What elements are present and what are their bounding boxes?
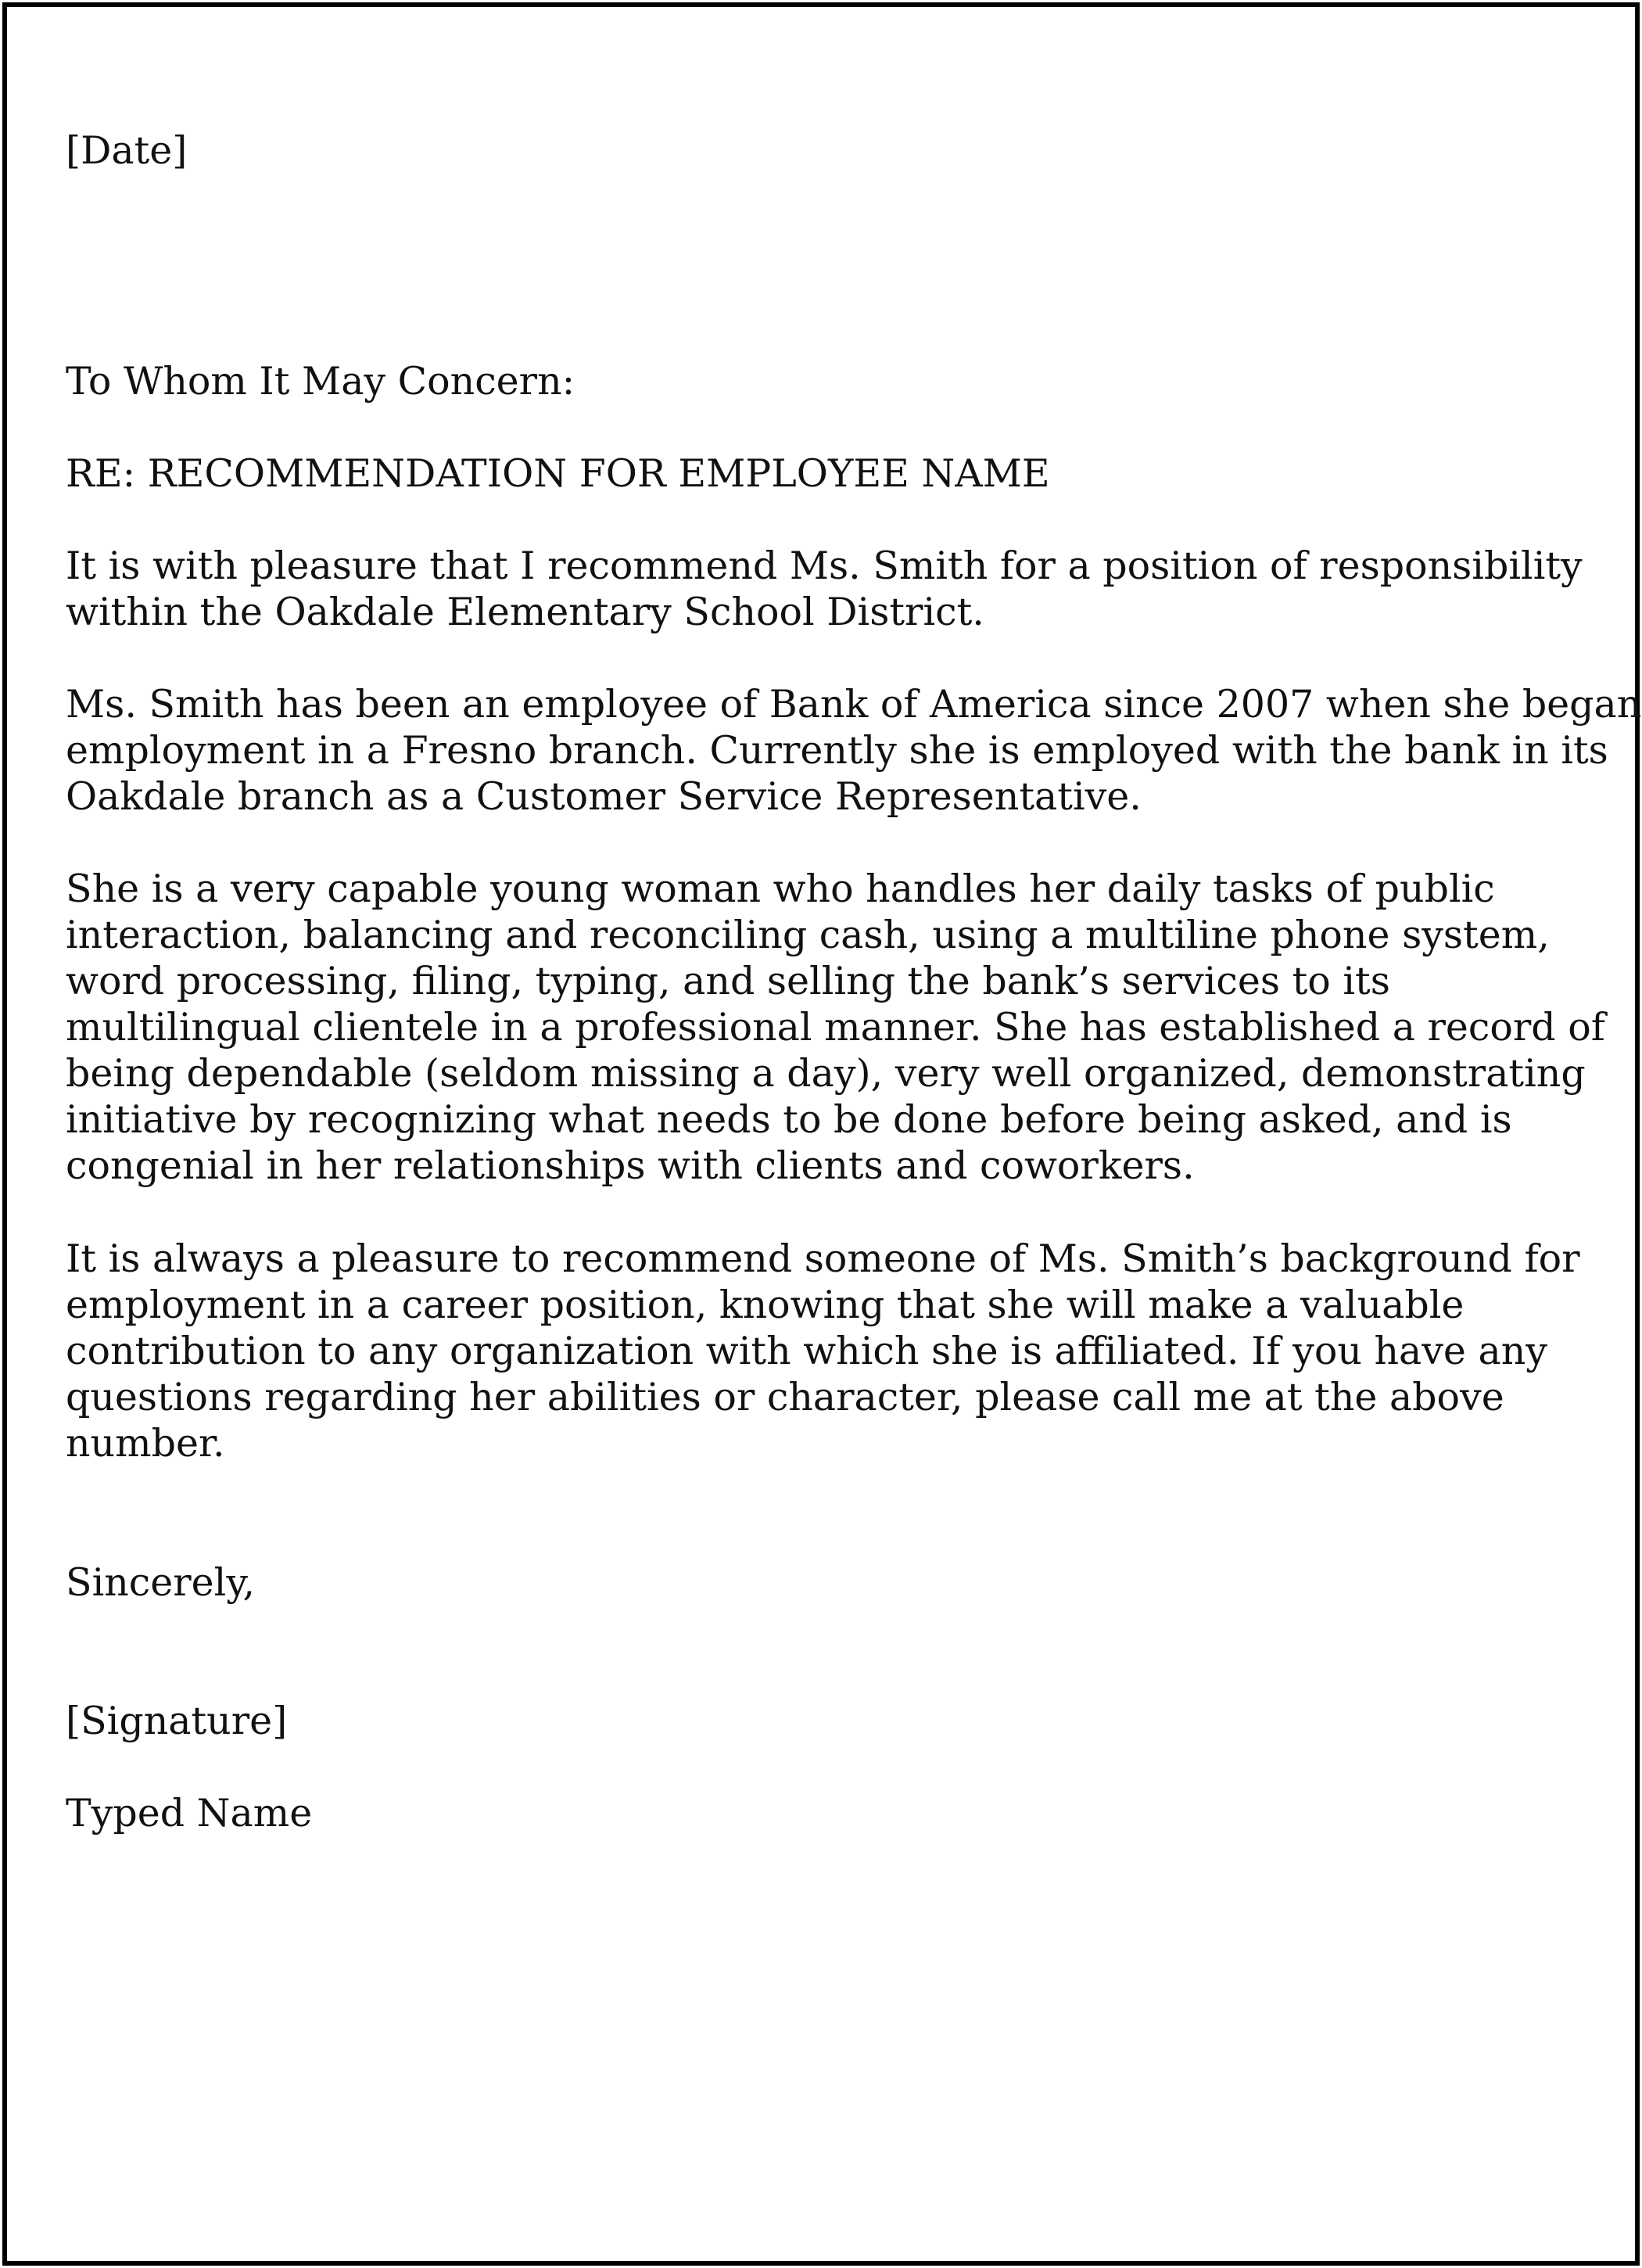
paragraph-line: questions regarding her abilities or character, please call me at the above (66, 1375, 1504, 1419)
signature-placeholder: [Signature] (66, 1699, 288, 1743)
salutation: To Whom It May Concern: (66, 359, 575, 404)
date-line: [Date] (66, 128, 188, 173)
paragraph-line: It is always a pleasure to recommend someone of Ms. Smith’s background for (66, 1236, 1580, 1281)
paragraph-line: Ms. Smith has been an employee of Bank of America since 2007 when she began (66, 682, 1642, 727)
paragraph-line: initiative by recognizing what needs to be done before being asked, and is (66, 1097, 1512, 1142)
paragraph-line: employment in a Fresno branch. Currently she is employed with the bank in its (66, 728, 1608, 773)
paragraph-1 (66, 543, 1583, 635)
paragraph-line: She is a very capable young woman who handles her daily tasks of public (66, 867, 1495, 911)
typed-name: Typed Name (66, 1791, 313, 1836)
paragraph-line: multilingual clientele in a professional manner. She has established a record of (66, 1005, 1605, 1050)
paragraph-line: interaction, balancing and reconciling cash, using a multiline phone system, (66, 913, 1550, 957)
paragraph-3 (66, 866, 1605, 1189)
paragraph-line: It is with pleasure that I recommend Ms. Smith for a position of responsibility (66, 544, 1583, 588)
paragraph-line: Oakdale branch as a Customer Service Representative. (66, 774, 1142, 819)
paragraph-line: within the Oakdale Elementary School District. (66, 590, 984, 634)
paragraph-line: congenial in her relationships with clients and coworkers. (66, 1143, 1195, 1188)
paragraph-line: being dependable (seldom missing a day), very well organized, demonstrating (66, 1051, 1586, 1096)
paragraph-4 (66, 1236, 1580, 1466)
paragraph-line: number. (66, 1421, 225, 1466)
closing: Sincerely, (66, 1560, 256, 1605)
paragraph-line: employment in a career position, knowing that she will make a valuable (66, 1283, 1465, 1327)
paragraph-2 (66, 681, 1641, 820)
paragraph-line: word processing, filing, typing, and selling the bank’s services to its (66, 959, 1390, 1003)
page-frame (2, 2, 1640, 2266)
paragraph-line: contribution to any organization with which she is affiliated. If you have any (66, 1329, 1547, 1373)
subject-line: RE: RECOMMENDATION FOR EMPLOYEE NAME (66, 451, 1050, 496)
